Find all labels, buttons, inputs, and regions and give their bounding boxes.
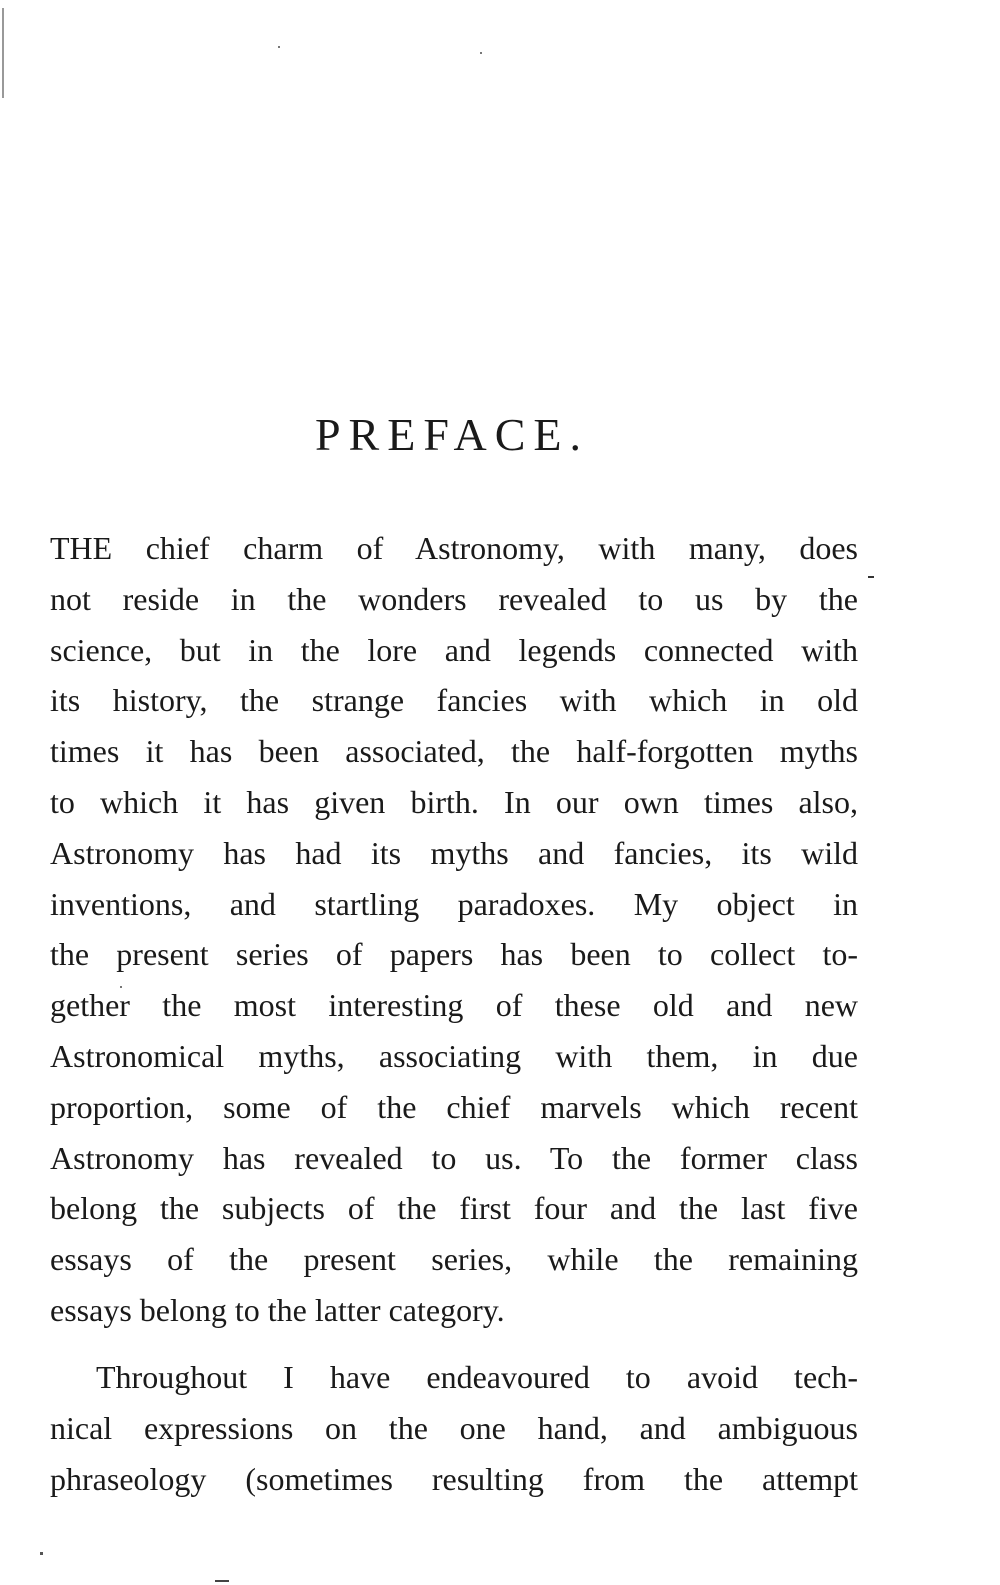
scan-speck — [278, 46, 280, 48]
paragraph — [50, 1352, 858, 1504]
text-line: the present series of papers has been to collect to- — [50, 936, 858, 973]
text-line: its history, the strange fancies with which in old — [50, 682, 858, 719]
text-line: proportion, some of the chief marvels which recent — [50, 1088, 858, 1125]
paragraph — [50, 523, 858, 1336]
text-line: belong the subjects of the first four and the last five — [50, 1190, 858, 1227]
text-line: nical expressions on the one hand, and ambiguous — [50, 1409, 858, 1446]
text-line: Astronomy has revealed to us. To the former class — [50, 1139, 858, 1176]
text-line: THE chief charm of Astronomy, with many, does — [50, 530, 858, 566]
text-line: science, but in the lore and legends connected with — [50, 631, 858, 668]
text-line: gether the most interesting of these old and new — [50, 987, 858, 1024]
text-line: Astronomy has had its myths and fancies, its wild — [50, 834, 858, 871]
scan-speck — [868, 576, 874, 578]
scan-speck — [215, 1580, 229, 1582]
text-line: inventions, and startling paradoxes. My object in — [50, 885, 858, 922]
page-title: PREFACE. — [314, 409, 590, 460]
scan-speck — [480, 52, 482, 54]
text-line: essays belong to the latter category. — [50, 1291, 505, 1328]
text-line: Astronomical myths, associating with them, in due — [50, 1037, 858, 1074]
text-line: Throughout I have endeavoured to avoid tech- — [96, 1359, 858, 1395]
text-line: to which it has given birth. In our own times also, — [50, 783, 858, 820]
text-line: essays of the present series, while the remaining — [50, 1241, 858, 1278]
scan-speck — [40, 1552, 43, 1555]
text-line: not reside in the wonders revealed to us by the — [50, 580, 858, 617]
text-line: times it has been associated, the half-forgotten myths — [50, 733, 858, 770]
text-line: phraseology (sometimes resulting from the attempt — [50, 1460, 858, 1497]
scan-speck — [2, 8, 4, 98]
